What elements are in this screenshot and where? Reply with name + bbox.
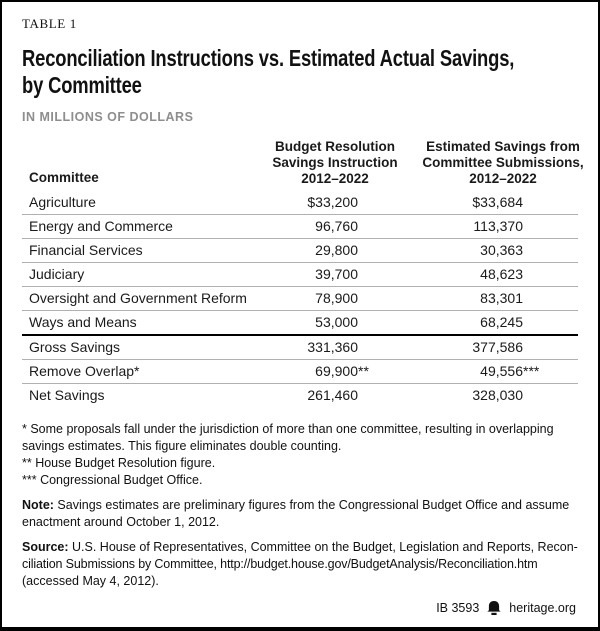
table-row-financial-services	[22, 239, 578, 263]
row-label: Energy and Commerce	[29, 218, 173, 234]
header-line: 2012–2022	[301, 171, 369, 186]
row-label: Remove Overlap*	[29, 363, 140, 379]
header-line: Budget Resolution	[275, 139, 395, 154]
header-line: Savings Instruction	[272, 155, 398, 170]
units-subtitle: IN MILLIONS OF DOLLARS	[22, 110, 194, 124]
column-header-estimated-savings	[408, 139, 598, 187]
table-row-agriculture	[22, 191, 578, 215]
row-label: Financial Services	[29, 242, 143, 258]
footnote-marker: ***	[523, 363, 540, 379]
footnote-house-budget: ** House Budget Resolution figure.	[22, 456, 216, 470]
table-row-oversight-reform	[22, 287, 578, 311]
footnote-overlap-line1: * Some proposals fall under the jurisdiction of more than one committee, resulting in overlapping	[22, 422, 554, 436]
footnote-cbo: *** Congressional Budget Office.	[22, 473, 203, 487]
row-value-instruction: 29,800	[315, 242, 358, 258]
table-row-gross-savings	[22, 336, 578, 360]
note-block	[22, 497, 578, 531]
row-value-instruction: 261,460	[307, 387, 358, 403]
title-line-1: Reconciliation Instructions vs. Estimated Actual Savings,	[22, 45, 515, 71]
table-row-remove-overlap	[22, 360, 578, 384]
table-body	[22, 191, 578, 407]
row-value-instruction: 53,000	[315, 314, 358, 330]
table-header-row	[22, 132, 584, 188]
row-value-estimated: 83,301	[480, 290, 523, 306]
row-value-estimated: 49,556 ***	[480, 360, 523, 382]
row-value-estimated: 377,586	[472, 339, 523, 355]
header-line: Estimated Savings from	[426, 139, 580, 154]
title-line-2: by Committee	[22, 72, 142, 98]
row-value-instruction: 96,760	[315, 218, 358, 234]
column-header-budget-resolution	[250, 139, 420, 187]
row-value-instruction: 331,360	[307, 339, 358, 355]
row-value-estimated: 48,623	[480, 266, 523, 282]
source-line3: (accessed May 4, 2012).	[22, 574, 159, 588]
row-value-instruction: 78,900	[315, 290, 358, 306]
row-label: Gross Savings	[29, 339, 121, 355]
header-line: Committee Submissions,	[422, 155, 584, 170]
note-label: Note:	[22, 498, 54, 512]
table-label: TABLE 1	[22, 16, 77, 31]
row-label: Agriculture	[29, 194, 96, 210]
row-value-estimated: 30,363	[480, 242, 523, 258]
heritage-bell-icon	[486, 601, 502, 615]
table-row-ways-means	[22, 311, 578, 336]
page-title	[22, 45, 515, 99]
source-line1: Source: U.S. House of Representatives, Committee on the Budget, Legislation and Reports, Recon-	[22, 540, 578, 554]
row-value-instruction: 69,900 **	[315, 360, 358, 382]
note-line2: enactment around October 1, 2012.	[22, 515, 220, 529]
table-row-net-savings	[22, 384, 578, 407]
table-row-judiciary	[22, 263, 578, 287]
row-value-estimated: $33,684	[472, 194, 523, 210]
column-header-committee: Committee	[29, 170, 99, 185]
row-label: Net Savings	[29, 387, 105, 403]
table-row-energy-commerce	[22, 215, 578, 239]
footnotes	[22, 421, 578, 590]
row-label: Judiciary	[29, 266, 85, 282]
row-value-estimated: 328,030	[472, 387, 523, 403]
source-block	[22, 539, 578, 590]
row-label: Ways and Means	[29, 314, 137, 330]
source-label: Source:	[22, 540, 69, 554]
footnote-marker: **	[358, 363, 369, 379]
row-value-estimated: 113,370	[473, 218, 523, 234]
source-line2: ciliation Submissions by Committee, http://budget.house.gov/BudgetAnalysis/Reconciliation.htm	[22, 557, 538, 571]
row-value-instruction: $33,200	[307, 194, 358, 210]
heritage-url: heritage.org	[509, 601, 576, 615]
row-value-estimated: 68,245	[480, 314, 523, 330]
figure-content	[2, 2, 598, 590]
header-line: 2012–2022	[469, 171, 537, 186]
row-value-instruction: 39,700	[315, 266, 358, 282]
row-label: Oversight and Government Reform	[29, 290, 247, 306]
ib-number: IB 3593	[436, 601, 480, 615]
footnote-overlap-line2: savings estimates. This figure eliminates double counting.	[22, 439, 342, 453]
note-line1: Note: Savings estimates are preliminary figures from the Congressional Budget Office and assume	[22, 498, 570, 512]
figure-footer	[436, 601, 576, 615]
